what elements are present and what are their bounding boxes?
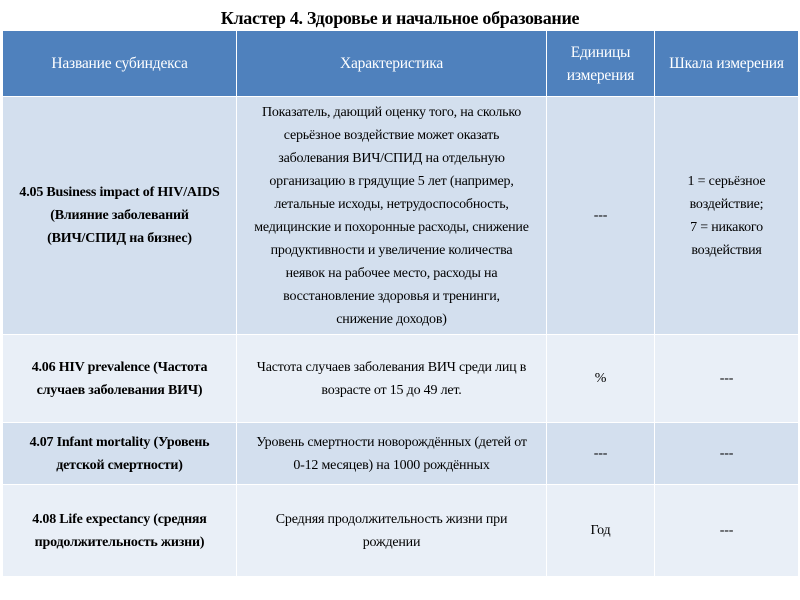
- description-line: восстановление здоровья и тренинги,: [283, 288, 500, 304]
- table-row: [3, 423, 799, 485]
- table-header-row: [3, 31, 799, 97]
- subindex-name-line: случаев заболевания ВИЧ): [36, 382, 203, 398]
- subindex-name-cell: [3, 423, 237, 485]
- description-line: 0-12 месяцев) на 1000 рождённых: [293, 457, 490, 473]
- subindex-name-cell: [3, 335, 237, 423]
- subindex-name-line: (ВИЧ/СПИД на бизнес): [47, 231, 192, 246]
- description-cell: [237, 423, 547, 485]
- units-cell: %: [547, 335, 655, 423]
- description-line: заболевания ВИЧ/СПИД на отдельную: [278, 150, 505, 166]
- units-cell: ---: [547, 97, 655, 335]
- scale-line: ---: [719, 523, 734, 538]
- subindex-name-line: 4.08 Life expectancy (средняя: [32, 511, 207, 527]
- scale-line: 1 = серьёзное: [687, 173, 766, 189]
- subindex-name-line: 4.07 Infant mortality (Уровень: [29, 434, 210, 450]
- scale-cell: [655, 485, 799, 577]
- description-line: рождении: [362, 534, 421, 550]
- description-line: Средняя продолжительность жизни при: [275, 511, 508, 527]
- subindex-table: [2, 30, 799, 577]
- header-scale: Шкала измерения: [655, 31, 799, 97]
- scale-line: воздействия: [691, 242, 762, 258]
- header-name: Название субиндекса: [3, 31, 237, 97]
- scale-line: 7 = никакого: [690, 219, 763, 235]
- units-cell: Год: [547, 485, 655, 577]
- page-title: Кластер 4. Здоровье и начальное образование: [220, 8, 580, 28]
- subindex-name-line: 4.05 Business impact of HIV/AIDS: [19, 185, 220, 200]
- header-description: Характеристика: [237, 31, 547, 97]
- subindex-name-cell: [3, 485, 237, 577]
- description-line: продуктивности и увеличение количества: [270, 242, 513, 258]
- description-line: Показатель, дающий оценку того, на сколько: [261, 104, 522, 120]
- table-row: [3, 335, 799, 423]
- table-row: [3, 485, 799, 577]
- description-line: Уровень смертности новорождённых (детей от: [256, 434, 527, 450]
- description-line: летальные исходы, нетрудоспособность,: [274, 196, 509, 212]
- description-line: организацию в грядущие 5 лет (например,: [269, 173, 514, 189]
- scale-line: воздействие;: [689, 196, 764, 212]
- description-line: неявок на рабочее место, расходы на: [285, 265, 498, 281]
- subindex-name-line: 4.06 HIV prevalence (Частота: [31, 359, 208, 375]
- scale-cell: [655, 97, 799, 335]
- scale-line: ---: [719, 446, 734, 461]
- description-line: Частота случаев заболевания ВИЧ среди лиц в: [256, 359, 527, 375]
- description-cell: [237, 97, 547, 335]
- subindex-name-line: (Влияние заболеваний: [50, 208, 189, 223]
- scale-line: ---: [719, 371, 734, 386]
- subindex-name-cell: [3, 97, 237, 335]
- description-line: серьёзное воздействие может оказать: [283, 127, 500, 143]
- description-cell: [237, 335, 547, 423]
- description-line: медицинские и похоронные расходы, снижение: [254, 219, 529, 235]
- description-cell: [237, 485, 547, 577]
- description-line: снижение доходов): [336, 311, 447, 327]
- subindex-name-line: продолжительность жизни): [34, 534, 205, 550]
- table-row: [3, 97, 799, 335]
- units-cell: ---: [547, 423, 655, 485]
- description-line: возрасте от 15 до 49 лет.: [321, 382, 462, 398]
- header-units: Единицы измерения: [547, 31, 655, 97]
- scale-cell: [655, 423, 799, 485]
- scale-cell: [655, 335, 799, 423]
- subindex-name-line: детской смертности): [56, 457, 183, 473]
